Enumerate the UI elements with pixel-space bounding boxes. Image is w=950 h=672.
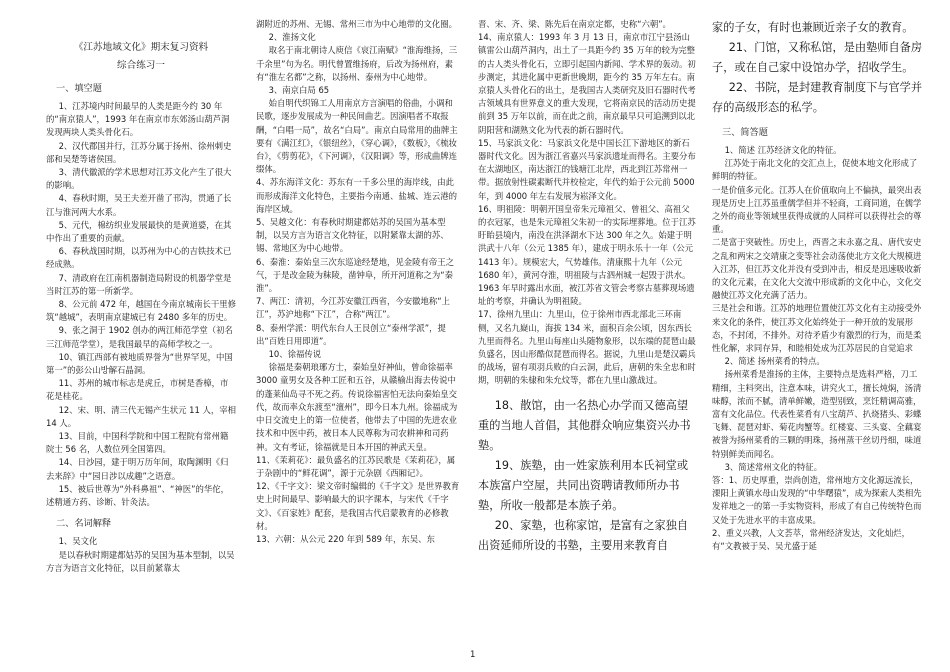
paragraph: 7、两江：清初，今江苏安徽江西省，今安徽地称“上江”，苏沪地称“下江”，合称“两江”。 — [256, 296, 450, 320]
question-item: 7、清政府在江南机器制造局附设的机器学堂是当时江苏的第一所新学。 — [46, 272, 232, 296]
question-item: 14、日沙园，建于明万历年间，取陶渊明《归去来辞》中“园日涉以成趣”之语意。 — [46, 457, 229, 481]
paragraph: 二是富于突破性。历史上，西晋之末永嘉之乱、唐代安史之乱和两宋之交靖康之变等社会动荡使北方文化大规模进入江苏，但江苏文化并没有受到冲击，相反是迅速吸收新的文化元素，在文化大交流中形成新的文化中心，文化交融使江苏文化充满了活力。 — [712, 237, 922, 301]
paragraph: 12、《千字文》：梁文帝时编辑的《千字文》是世界教育史上时间最早、影响最大的识字课本，与宋代《千字文》、《百家姓》配套，是我国古代启蒙教育的必修教材。 — [256, 481, 460, 531]
question-item: 15、被后世尊为“外科鼻祖”、“神医”的华佗，述精通方药、诊断、针灸法。 — [46, 483, 229, 508]
question-title: 2、简述 扬州菜肴的特点。 — [724, 356, 825, 367]
column-2 — [256, 18, 461, 654]
paragraph: 15、马家浜文化：马家浜文化是中国长江下游地区的新石器时代文化。因为浙江省嘉兴马家浜遗址而得名。主要分布在太湖地区，南达浙江的钱塘江北岸，西北到江苏常州一带。据放射性碳素断代并校检定，年代约始于公元前 5000 年，到 4000 年左右发展为崧泽文化。 — [478, 137, 696, 201]
paragraph-large: 21、门馆，又称私馆，是由塾师自备房子，或在自己家中设馆办学，招收学生。 — [712, 41, 923, 74]
paragraph: 湖附近的苏州、无锡、常州三市为中心地带的文化圈。 — [256, 19, 457, 29]
question-title: 3、简述常州文化的特征。 — [724, 461, 823, 472]
term-title: 10、徐福传说 — [268, 349, 322, 360]
paragraph: 江苏处于南北文化的交汇点上，促使本地文化形成了鲜明的特征。 — [712, 158, 918, 182]
paragraph: 答：1、历史厚重，崇尚创造，常州地方文化源远流长，溧阳上黄镇水母山发现的“中华曙猿”，成为探索人类相先发祥地之一的第一手实物资料，形成了有自己传统特色而又处于先进水平的丰富成果。 — [712, 475, 922, 525]
paragraph-large: 20、家塾，也称家馆，是富有之家独自出资延师所设的书塾，主要用来教育自 — [478, 518, 689, 552]
paragraph-large: 22、书院，是封建教育制度下与官学并存的高级形态的私学。 — [712, 81, 923, 114]
column-1 — [46, 18, 236, 654]
question-item: 2、汉代郡国并行，江苏分属于扬州、徐州刺史部和吴楚等诸侯国。 — [46, 140, 232, 164]
paragraph: 5、吴越文化：有春秋时期建都姑苏的吴国为基本型制，以吴方言为语言文化特征，以附紧靠太湖的苏、锡、常地区为中心地带。 — [256, 217, 449, 254]
question-item: 11、苏州的城市标志是虎丘，市树是香樟，市花是桂花。 — [46, 378, 229, 402]
question-item: 4、春秋时期，吴王夫差开凿了邗沟，贯通了长江与淮河两大水系。 — [46, 193, 232, 217]
paragraph: 2、重义兴教，人文荟萃，常州经济发达，文化灿烂，有“文教被于吴、吴尤盛于延 — [712, 527, 910, 552]
paragraph: 6、秦淮：秦始皇三次东巡途经楚地，见金陵有帝王之气，于是改金陵为秣陵，凿钟阜，所开河道称之为“秦淮”。 — [256, 256, 454, 294]
question-item: 12、宋、明、清三代无锡产生状元 11 人，宰相 14 人。 — [46, 404, 236, 428]
document-title: 《江苏地域文化》期末复习资料 — [73, 42, 209, 53]
term-title: 3、南京白局 65 — [268, 85, 330, 96]
column-4 — [712, 18, 924, 654]
question-item: 1、江苏境内时间最早的人类是距今约 30 年的“南京猿人”，1993 年在南京市东郊汤山葫芦洞发现两块人类头骨化石。 — [46, 101, 230, 138]
paragraph-large: 18、散馆，由一名热心办学而又德高望重的当地人首倡，其他群众响应集资兴办书塾。 — [478, 398, 691, 452]
paragraph-large: 家的子女，有时也兼顾近亲子女的教育。 — [712, 21, 914, 34]
question-item: 10、镇江西部有被地质界誉为“世界罕见，中国第一”的彭公山방解石晶洞。 — [46, 351, 233, 376]
paragraph: 13、六朝：从公元 220 年到 589 年，东吴、东 — [256, 533, 435, 544]
paragraph: 8、泰州学派：明代东台人王艮创立“泰州学派”，提出“百姓日用即道”。 — [256, 322, 446, 346]
page-number: 1 — [470, 650, 476, 660]
paragraph: 4、苏东海洋文化：苏东有一千多公里的海岸线，由此而形成海洋文化特色，主要指今南通、盐城、连云港的海岸区域。 — [256, 177, 457, 214]
paragraph: 14、南京猿人：1993 年 3 月 13 日，南京市江宁县汤山镇雷公山葫芦洞内，出土了一具距今约 35 万年的较为完整的古人类头骨化石，立即引起国内新闻、学术界的轰动。初步测定，其进化属中更新世晚期，距今约 35 万年左右。南京猿人头骨化石的出土，是我国古人类研究及旧石器时代考古领域具有世界意义的重大发现，它将南京民的活动历史提前到 35 万年以前，而在此之前，南京最早只可追溯到以北阴阳营和湖熟文化为代表的新石器时代。 — [478, 32, 696, 135]
term-title: 1、吴文化 — [58, 536, 98, 547]
paragraph: 徐福是秦朝琅琊方士，秦始皇好神仙，曾命徐福率 3000 童男女及各种工匠和五谷，从赣榆出海去传说中的蓬莱仙岛寻不死之药。传说徐福害怕无法向秦始皇交代，故而率众东渡至“澶州”，即今日本九州。徐福成为中日交流史上的第一位使者，他带去了中国的先进农业技术和中医中药，被日本人民尊称为司农耕神和司药神。文有考证，徐福就是日本开国的神武天皇。 — [256, 362, 458, 452]
document-subtitle: 综合练习一 — [117, 60, 165, 71]
question-item: 8、公元前 472 年，越国在今南京城南长干里修筑“越城”，表明南京建城已有 2480 多年的历史。 — [46, 299, 236, 323]
question-item: 3、清代徽派的学术思想对江苏文化产生了很大的影响。 — [46, 167, 232, 191]
paragraph: 11、《茉莉花》：最负盛名的江苏民歌是《茉莉花》，属于杂剧中的“鲜花调”，源于元杂剧《西厢记》。 — [256, 454, 456, 478]
paragraph: 取名于南北朝诗人庾信《哀江南赋》“淮海维扬，三千余里”句为名。明代曾置维扬府，后改为扬州府，素有“淮左名都”之称，以扬州、泰州为中心地带。 — [256, 45, 458, 82]
term-title: 2、淮扬文化 — [268, 32, 316, 43]
paragraph: 扬州菜肴是淮扬的主体，主要特点是选料严格，刀工精细，主料突出，注意本味，讲究火工，擅长炖焖，汤清味醇，浓而不腻，清单鲜嫩，造型别致，烹饪精调高雅，富有文化品位。代表性菜肴有八宝葫芦、扒烧猪头、彩蝶飞舞、琵琶对虾、菊花肉蟹等。红楼宴、三头宴、全藕宴被誉为扬州菜肴的三颗的明珠，扬州蒸干丝切丹细，味道特别鲜美而闻名。 — [712, 369, 922, 459]
question-item: 5、元代，棉纺织业发展最快的是黄道婆，在其中作出了重要的贡献。 — [46, 219, 232, 244]
paragraph: 始自明代织锦工人用南京方言演唱的俗曲，小调和民歌，逐步发展成为一种民间曲艺。因演唱者不取报酬，“白唱一局”，故名“白局”。南京白局常用的曲牌主要有《满江红》，《银纽丝》，《穿心调》，《数板》，《梳妆台》，《剪剪花》，《下河调》，《汉阳调》等，形成曲牌连缀体。 — [256, 98, 458, 175]
question-item: 13、目前，中国科学院和中国工程院有常州籍院士 56 名，人数位列全国第四。 — [46, 431, 229, 455]
paragraph: 晋、宋、齐、梁、陈先后在南京定都，史称“六朝”。 — [478, 19, 671, 29]
question-item: 9、张之洞于 1902 创办的两江师范学堂（初名三江师范学堂），是我国最早的高师学校之一。 — [46, 325, 233, 349]
section-heading-short-answer: 三、简答题 — [722, 127, 768, 138]
section-heading-fill-blank: 一、填空题 — [56, 83, 102, 94]
column-3 — [478, 18, 696, 654]
paragraph: 16、明祖陵：明朝开国皇帝朱元璋祖父、曾祖父、高祖父的衣冠冢，也是朱元璋祖父朱初一的实际埋葬地。位于江苏盱眙县境内，南没在洪泽湖水下达 300 年之久。始建于明洪武十八年（公元 1385 年），建成于明永乐十一年（公元 1413 年）。规模宏大，气势雄伟。清康熙十九年（公元 1680 年），黄河夺淮，明祖陵与古泗州城一起毁于洪水。1963 年早时露出水面，被江苏省文管会考察古墓葬现场遗址的考察，并确认为明祖陵。 — [478, 203, 696, 307]
paragraph: 一是价值多元化。江苏人在价值取向上不偏执，最突出表现是历史上江苏虽重儒学但并不轻商，工商同道，在儒学之外的商业等领域里获得成就的人同样可以获得社会的尊重。 — [712, 184, 922, 235]
question-title: 1、简述 江苏经济文化的特征。 — [724, 145, 842, 155]
paragraph-large: 19、族塾，由一姓家族利用本氏祠堂或本族富户空屋，共同出资聘请教师所办书塾，所收一般都是本族子弟。 — [478, 458, 689, 512]
question-item: 6、春秋战国时期，以苏州为中心的吉铁技术已经成熟。 — [46, 246, 232, 270]
paragraph: 三是社会和谐。江苏的地理位置使江苏文化有主动接受外来文化的条件，使江苏文化始终处于一种开放的发展形态，不封闭，不排外。对待矛盾少有激烈的行为，而是柔性化解，求同存异，和睦相处成为江苏居民的自觉追求 — [712, 303, 922, 354]
paragraph: 17、徐州九里山：九里山，位于徐州市西北部北三环南侧，又名九嶷山，海拔 134 米，面积百余公顷，因东西长九里而得名。九里山每座山头随物象形，以东端的琵琶山最负盛名，因山形酷似琵琶而得名。据说，九里山是楚汉霸兵的战场，留有项羽兵败的白云洞，此后，唐朝的朱全忠和时期，明朝的朱棣和朱允炆等，都在九里山激战过。 — [478, 309, 696, 386]
term-text: 是以春秋时期建都姑苏的吴国为基本型制，以吴方言为语言文化特征，以目前紧靠太 — [46, 549, 235, 573]
section-heading-terms: 二、名词解释 — [56, 518, 112, 530]
